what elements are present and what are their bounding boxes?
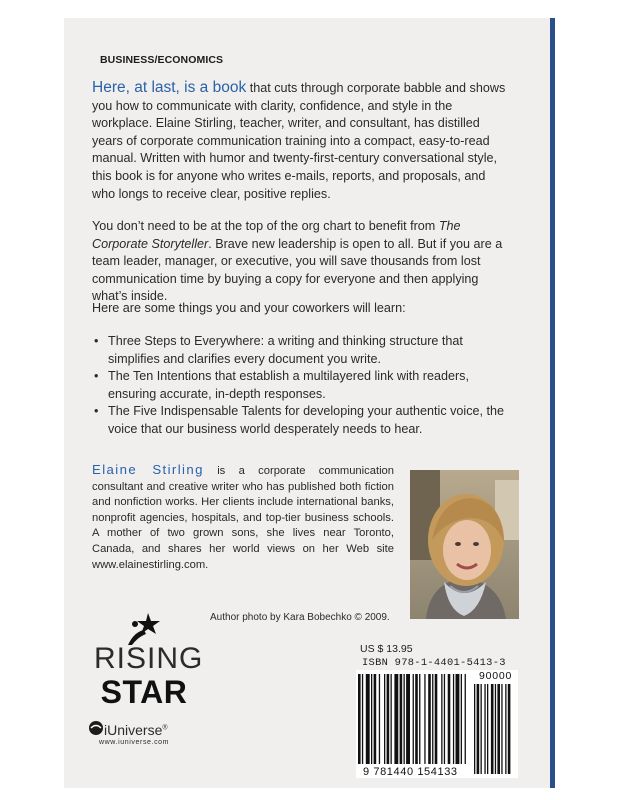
author-name: Elaine Stirling — [92, 462, 204, 477]
barcode-bar — [384, 674, 385, 764]
barcode-bar — [419, 674, 420, 764]
publisher-url: www.iuniverse.com — [99, 739, 170, 746]
publisher-name: iUniverse® — [104, 722, 168, 738]
barcode-bar — [404, 674, 405, 764]
bio-text: is a corporate communication consultant and creative writer who has published both fiction and nonfiction works. Her clients include international banks, nonprofit agencies, hospitals, and top-tier business schools. A mother of two grown sons, she lives near Toronto, Canada, and shares her world views on her Web site www.elainestirling.com. — [92, 465, 394, 571]
barcode-addon-bar — [477, 684, 480, 774]
learning-list — [92, 333, 510, 439]
barcode-bar — [448, 674, 451, 764]
barcode-area — [356, 670, 518, 778]
barcode-addon-bar — [487, 684, 488, 774]
list-item: • The Ten Intentions that establish a multilayered link with readers, ensuring accurate, in-depth responses. — [94, 369, 469, 401]
barcode-bar — [428, 674, 431, 764]
barcode-bar — [391, 674, 392, 764]
barcode-addon-bar — [501, 684, 502, 774]
isbn-label: ISBN 978-1-4401-5413-3 — [362, 657, 506, 669]
barcode-bar — [461, 674, 462, 764]
barcode-bar — [424, 674, 425, 764]
barcode-addon-bar — [484, 684, 485, 774]
list-item: • Three Steps to Everywhere: a writing and thinking structure that simplifies and clarifies every document you write. — [94, 334, 463, 366]
p2-after: . Brave new leadership is open to all. But if you are a team leader, manager, or executive, you will save thousands from lost communication time by buying a copy for everyone and then applying what’s inside. — [92, 236, 503, 304]
ean-digits: 9 781440 154133 — [363, 766, 458, 778]
barcode-bar — [444, 674, 445, 764]
barcode-bar — [358, 674, 361, 764]
barcode-bar — [441, 674, 442, 764]
barcode-addon-bar — [508, 684, 511, 774]
barcode-bar — [362, 674, 363, 764]
spine-edge — [550, 18, 555, 788]
barcode-bar — [374, 674, 377, 764]
intro-lead: Here, at last, is a book — [92, 79, 247, 96]
star-figure-icon — [124, 612, 168, 646]
author-bio — [92, 462, 394, 573]
barcode-bar — [456, 674, 460, 764]
list-item: • The Five Indispensable Talents for developing your authentic voice, the voice that our business world desperately needs to hear. — [94, 404, 505, 436]
author-portrait — [410, 470, 519, 619]
barcode-bar — [465, 674, 466, 764]
barcode-addon-bar — [495, 684, 496, 774]
bullet-icon: • — [94, 369, 99, 384]
bullet-icon: • — [94, 404, 99, 419]
imprint-line1: RISING — [94, 642, 204, 675]
p2-before: You don’t need to be at the top of the org chart to benefit from — [92, 219, 439, 233]
barcode-bar — [453, 674, 454, 764]
price-label: US $ 13.95 — [360, 643, 413, 655]
photo-credit: Author photo by Kara Bobechko © 2009. — [210, 612, 390, 623]
barcode-bar — [400, 674, 403, 764]
learn-intro: Here are some things you and your coworkers will learn: — [92, 301, 406, 315]
barcode-bar — [366, 674, 370, 764]
iuniverse-globe-icon — [88, 720, 104, 736]
barcode-bar — [394, 674, 398, 764]
intro-paragraph — [92, 79, 510, 203]
barcode-bar — [371, 674, 372, 764]
second-paragraph — [92, 218, 510, 306]
bullet-icon: • — [94, 334, 99, 348]
barcode-addon-bar — [497, 684, 500, 774]
barcode-graphic — [356, 670, 518, 778]
book-title: The Corporate Storyteller — [92, 219, 461, 251]
barcode-addon-bar — [481, 684, 482, 774]
barcode-bar — [415, 674, 418, 764]
addon-digits: 90000 — [479, 670, 513, 682]
barcode-bar — [435, 674, 438, 764]
barcode-bar — [413, 674, 414, 764]
barcode-bar — [432, 674, 433, 764]
barcode-addon-bar — [505, 684, 506, 774]
barcode-addon-bar — [491, 684, 494, 774]
category-label: BUSINESS/ECONOMICS — [100, 54, 224, 66]
barcode-bar — [387, 674, 390, 764]
author-photo — [410, 470, 519, 619]
barcode-bar — [406, 674, 410, 764]
barcode-addon-bar — [474, 684, 475, 774]
imprint-line2: STAR — [100, 674, 188, 710]
intro-text: that cuts through corporate babble and shows you how to communicate with clarity, confidence, and style in the workplace. Elaine Stirling, teacher, writer, and consultant, has distilled years of corporate communication training into a compact, easy-to-read manual. Written with humor and twenty-first-century conversational style, this book is for anyone who writes e-mails, reports, and proposals, and who longs to receive clear, positive replies. — [92, 81, 506, 201]
barcode-bar — [379, 674, 380, 764]
rising-star-logo — [94, 620, 204, 760]
